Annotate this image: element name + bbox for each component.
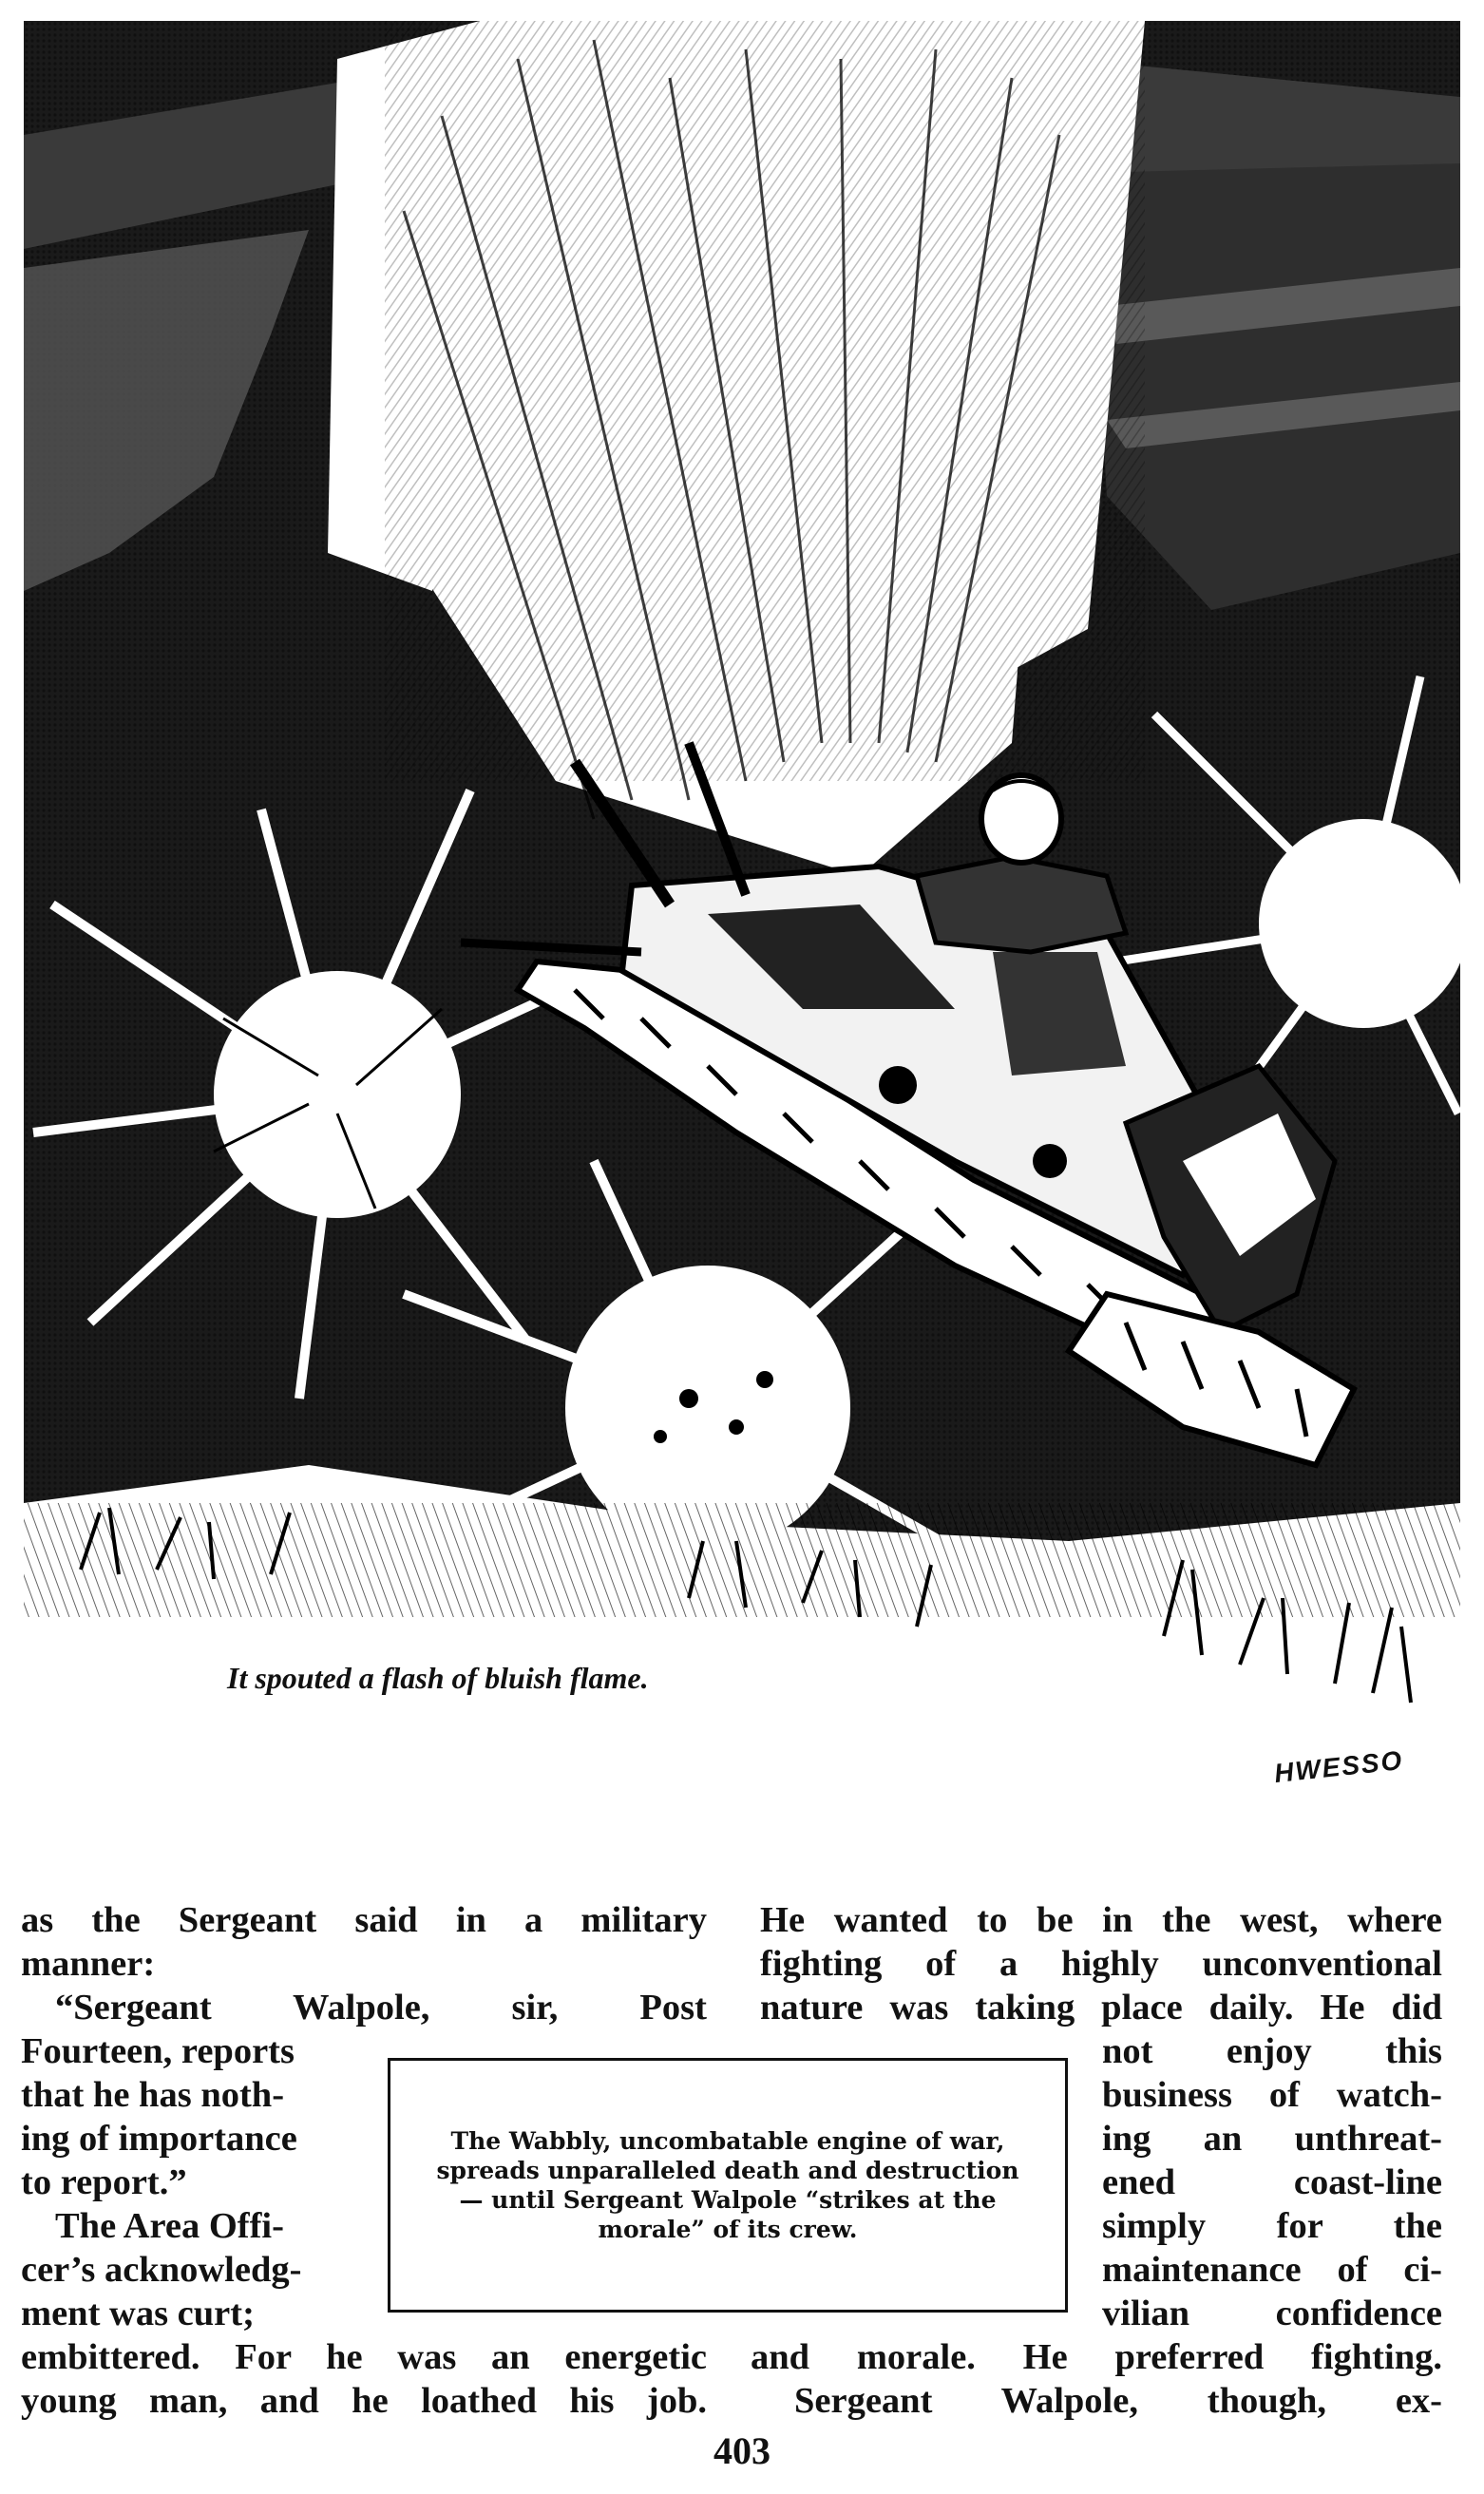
text-line: ing of importance bbox=[21, 2119, 297, 2159]
text-line: ing an unthreat- bbox=[1102, 2119, 1442, 2159]
text-line: to report.” bbox=[21, 2162, 187, 2202]
text-line: The Area Offi- bbox=[55, 2206, 284, 2246]
text-line: “Sergeant Walpole, sir, Post bbox=[55, 1988, 707, 2028]
text-line: young man, and he loathed his job. bbox=[21, 2381, 707, 2421]
text-line: manner: bbox=[21, 1944, 156, 1984]
text-line: fighting of a highly unconventional bbox=[760, 1944, 1442, 1984]
text-line: Fourteen, reports bbox=[21, 2031, 295, 2071]
text-line: business of watch- bbox=[1102, 2075, 1442, 2115]
artist-signature: HWESSO bbox=[1272, 1744, 1405, 1789]
illustration bbox=[24, 21, 1460, 1796]
pull-quote-box bbox=[388, 2058, 1068, 2313]
text-line: embittered. For he was an energetic bbox=[21, 2337, 707, 2377]
tank-explosion-illustration bbox=[24, 21, 1460, 1796]
page-number: 403 bbox=[713, 2429, 771, 2472]
text-line: nature was taking place daily. He did bbox=[760, 1988, 1442, 2028]
text-line: He wanted to be in the west, where bbox=[760, 1900, 1442, 1940]
text-line: maintenance of ci- bbox=[1102, 2250, 1442, 2290]
illustration-caption: It spouted a flash of bluish flame. bbox=[227, 1661, 649, 1695]
text-line: and morale. He preferred fighting. bbox=[751, 2337, 1442, 2377]
text-line: not enjoy this bbox=[1102, 2031, 1442, 2071]
text-line: that he has noth- bbox=[21, 2075, 285, 2115]
text-line: cer’s acknowledg- bbox=[21, 2250, 302, 2290]
text-line: vilian confidence bbox=[1102, 2294, 1442, 2333]
text-line: ment was curt; bbox=[21, 2294, 255, 2333]
text-line: ened coast-line bbox=[1102, 2162, 1442, 2202]
pull-quote-text: The Wabbly, uncombatable engine of war, spreads unparalleled death and destruction — until Sergeant Walpole “strikes at the morale” of its crew. bbox=[436, 2127, 1019, 2243]
text-line: simply for the bbox=[1102, 2206, 1442, 2246]
text-line: Sergeant Walpole, though, ex- bbox=[794, 2381, 1442, 2421]
text-line: as the Sergeant said in a military bbox=[21, 1900, 707, 1940]
